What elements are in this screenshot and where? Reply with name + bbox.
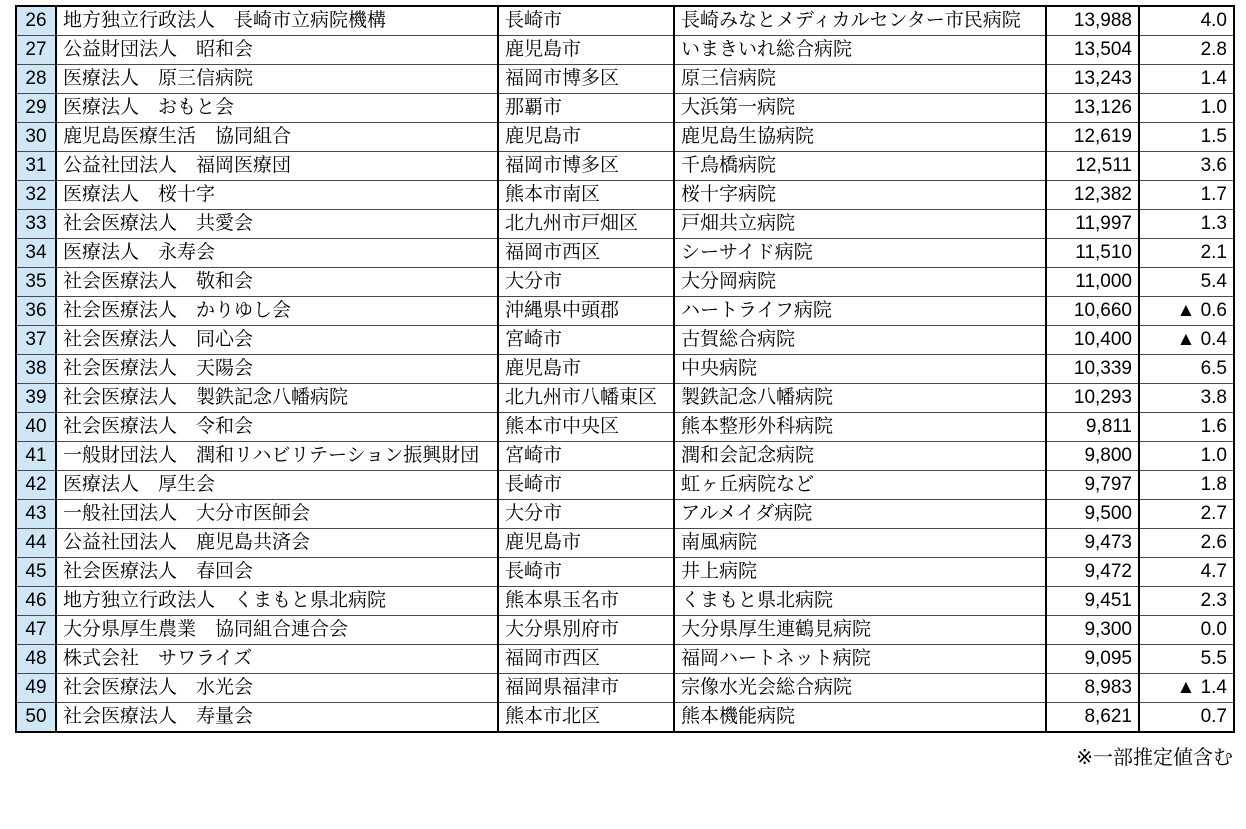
table-row — [16, 616, 1234, 645]
table-body — [16, 6, 1234, 732]
location-cell: 熊本市中央区 — [498, 413, 674, 442]
value-cell: 9,500 — [1046, 500, 1139, 529]
table-row — [16, 210, 1234, 239]
rank-cell: 29 — [16, 94, 56, 123]
table-row — [16, 413, 1234, 442]
rank-cell: 31 — [16, 152, 56, 181]
hospital-cell: 鹿児島生協病院 — [674, 123, 1046, 152]
location-cell: 熊本市南区 — [498, 181, 674, 210]
organization-cell: 地方独立行政法人 くまもと県北病院 — [56, 587, 498, 616]
change-cell: 6.5 — [1139, 355, 1234, 384]
organization-cell: 医療法人 桜十字 — [56, 181, 498, 210]
table-row — [16, 355, 1234, 384]
value-cell: 9,473 — [1046, 529, 1139, 558]
organization-cell: 公益社団法人 鹿児島共済会 — [56, 529, 498, 558]
hospital-cell: 大分県厚生連鶴見病院 — [674, 616, 1046, 645]
value-cell: 9,797 — [1046, 471, 1139, 500]
hospital-cell: くまもと県北病院 — [674, 587, 1046, 616]
hospital-cell: 原三信病院 — [674, 65, 1046, 94]
rank-cell: 37 — [16, 326, 56, 355]
table-row — [16, 674, 1234, 703]
value-cell: 12,511 — [1046, 152, 1139, 181]
hospital-cell: 熊本整形外科病院 — [674, 413, 1046, 442]
hospital-cell: 長崎みなとメディカルセンター市民病院 — [674, 6, 1046, 36]
organization-cell: 医療法人 原三信病院 — [56, 65, 498, 94]
location-cell: 福岡市博多区 — [498, 152, 674, 181]
change-cell: 0.7 — [1139, 703, 1234, 733]
location-cell: 長崎市 — [498, 558, 674, 587]
rank-cell: 33 — [16, 210, 56, 239]
organization-cell: 社会医療法人 寿量会 — [56, 703, 498, 733]
value-cell: 13,126 — [1046, 94, 1139, 123]
hospital-cell: 福岡ハートネット病院 — [674, 645, 1046, 674]
change-cell: ▲ 1.4 — [1139, 674, 1234, 703]
rank-cell: 41 — [16, 442, 56, 471]
table-row — [16, 123, 1234, 152]
change-cell: 5.5 — [1139, 645, 1234, 674]
location-cell: 大分市 — [498, 268, 674, 297]
change-cell: 2.7 — [1139, 500, 1234, 529]
value-cell: 13,988 — [1046, 6, 1139, 36]
organization-cell: 医療法人 おもと会 — [56, 94, 498, 123]
organization-cell: 医療法人 厚生会 — [56, 471, 498, 500]
location-cell: 宮崎市 — [498, 326, 674, 355]
change-cell: 0.0 — [1139, 616, 1234, 645]
hospital-cell: 大浜第一病院 — [674, 94, 1046, 123]
value-cell: 9,095 — [1046, 645, 1139, 674]
change-cell: ▲ 0.4 — [1139, 326, 1234, 355]
hospital-cell: 中央病院 — [674, 355, 1046, 384]
location-cell: 大分市 — [498, 500, 674, 529]
organization-cell: 社会医療法人 かりゆし会 — [56, 297, 498, 326]
rank-cell: 38 — [16, 355, 56, 384]
hospital-ranking-table — [15, 5, 1235, 733]
rank-cell: 26 — [16, 6, 56, 36]
table-row — [16, 587, 1234, 616]
rank-cell: 40 — [16, 413, 56, 442]
location-cell: 鹿児島市 — [498, 355, 674, 384]
table-row — [16, 326, 1234, 355]
rank-cell: 46 — [16, 587, 56, 616]
location-cell: 福岡市西区 — [498, 239, 674, 268]
rank-cell: 50 — [16, 703, 56, 733]
rank-cell: 34 — [16, 239, 56, 268]
hospital-cell: いまきいれ総合病院 — [674, 36, 1046, 65]
change-cell: 1.5 — [1139, 123, 1234, 152]
rank-cell: 49 — [16, 674, 56, 703]
organization-cell: 公益財団法人 昭和会 — [56, 36, 498, 65]
location-cell: 那覇市 — [498, 94, 674, 123]
organization-cell: 医療法人 永寿会 — [56, 239, 498, 268]
change-cell: 2.3 — [1139, 587, 1234, 616]
organization-cell: 社会医療法人 水光会 — [56, 674, 498, 703]
location-cell: 北九州市八幡東区 — [498, 384, 674, 413]
location-cell: 福岡市西区 — [498, 645, 674, 674]
hospital-cell: 千鳥橋病院 — [674, 152, 1046, 181]
table-row — [16, 500, 1234, 529]
table-row — [16, 6, 1234, 36]
value-cell: 8,983 — [1046, 674, 1139, 703]
rank-cell: 28 — [16, 65, 56, 94]
rank-cell: 48 — [16, 645, 56, 674]
hospital-cell: ハートライフ病院 — [674, 297, 1046, 326]
hospital-cell: 潤和会記念病院 — [674, 442, 1046, 471]
location-cell: 熊本県玉名市 — [498, 587, 674, 616]
hospital-cell: シーサイド病院 — [674, 239, 1046, 268]
table-row — [16, 384, 1234, 413]
change-cell: 2.6 — [1139, 529, 1234, 558]
value-cell: 8,621 — [1046, 703, 1139, 733]
value-cell: 9,472 — [1046, 558, 1139, 587]
location-cell: 福岡県福津市 — [498, 674, 674, 703]
hospital-cell: 古賀総合病院 — [674, 326, 1046, 355]
table-row — [16, 239, 1234, 268]
rank-cell: 36 — [16, 297, 56, 326]
table-row — [16, 703, 1234, 733]
organization-cell: 鹿児島医療生活 協同組合 — [56, 123, 498, 152]
table-row — [16, 181, 1234, 210]
table-row — [16, 645, 1234, 674]
organization-cell: 社会医療法人 共愛会 — [56, 210, 498, 239]
change-cell: 1.3 — [1139, 210, 1234, 239]
rank-cell: 43 — [16, 500, 56, 529]
value-cell: 11,997 — [1046, 210, 1139, 239]
change-cell: 5.4 — [1139, 268, 1234, 297]
value-cell: 10,293 — [1046, 384, 1139, 413]
table-row — [16, 529, 1234, 558]
value-cell: 11,000 — [1046, 268, 1139, 297]
change-cell: 3.6 — [1139, 152, 1234, 181]
hospital-cell: 大分岡病院 — [674, 268, 1046, 297]
organization-cell: 社会医療法人 同心会 — [56, 326, 498, 355]
hospital-cell: 戸畑共立病院 — [674, 210, 1046, 239]
rank-cell: 39 — [16, 384, 56, 413]
change-cell: ▲ 0.6 — [1139, 297, 1234, 326]
location-cell: 鹿児島市 — [498, 36, 674, 65]
hospital-cell: 熊本機能病院 — [674, 703, 1046, 733]
location-cell: 福岡市博多区 — [498, 65, 674, 94]
hospital-cell: アルメイダ病院 — [674, 500, 1046, 529]
organization-cell: 社会医療法人 天陽会 — [56, 355, 498, 384]
table-row — [16, 152, 1234, 181]
value-cell: 10,339 — [1046, 355, 1139, 384]
value-cell: 11,510 — [1046, 239, 1139, 268]
table-row — [16, 442, 1234, 471]
hospital-cell: 井上病院 — [674, 558, 1046, 587]
hospital-cell: 虹ヶ丘病院など — [674, 471, 1046, 500]
rank-cell: 30 — [16, 123, 56, 152]
rank-cell: 47 — [16, 616, 56, 645]
organization-cell: 大分県厚生農業 協同組合連合会 — [56, 616, 498, 645]
location-cell: 長崎市 — [498, 471, 674, 500]
table-row — [16, 65, 1234, 94]
organization-cell: 一般財団法人 潤和リハビリテーション振興財団 — [56, 442, 498, 471]
change-cell: 4.7 — [1139, 558, 1234, 587]
rank-cell: 32 — [16, 181, 56, 210]
change-cell: 1.7 — [1139, 181, 1234, 210]
change-cell: 1.0 — [1139, 442, 1234, 471]
value-cell: 9,300 — [1046, 616, 1139, 645]
location-cell: 宮崎市 — [498, 442, 674, 471]
value-cell: 10,660 — [1046, 297, 1139, 326]
location-cell: 長崎市 — [498, 6, 674, 36]
table-row — [16, 471, 1234, 500]
organization-cell: 地方独立行政法人 長崎市立病院機構 — [56, 6, 498, 36]
change-cell: 3.8 — [1139, 384, 1234, 413]
table-row — [16, 297, 1234, 326]
value-cell: 12,619 — [1046, 123, 1139, 152]
change-cell: 2.8 — [1139, 36, 1234, 65]
rank-cell: 27 — [16, 36, 56, 65]
organization-cell: 社会医療法人 敬和会 — [56, 268, 498, 297]
location-cell: 北九州市戸畑区 — [498, 210, 674, 239]
location-cell: 熊本市北区 — [498, 703, 674, 733]
change-cell: 1.0 — [1139, 94, 1234, 123]
organization-cell: 公益社団法人 福岡医療団 — [56, 152, 498, 181]
organization-cell: 社会医療法人 春回会 — [56, 558, 498, 587]
change-cell: 1.6 — [1139, 413, 1234, 442]
rank-cell: 42 — [16, 471, 56, 500]
hospital-cell: 桜十字病院 — [674, 181, 1046, 210]
table-row — [16, 558, 1234, 587]
value-cell: 9,811 — [1046, 413, 1139, 442]
organization-cell: 一般社団法人 大分市医師会 — [56, 500, 498, 529]
value-cell: 13,243 — [1046, 65, 1139, 94]
value-cell: 12,382 — [1046, 181, 1139, 210]
change-cell: 1.4 — [1139, 65, 1234, 94]
location-cell: 大分県別府市 — [498, 616, 674, 645]
organization-cell: 社会医療法人 令和会 — [56, 413, 498, 442]
organization-cell: 株式会社 サワライズ — [56, 645, 498, 674]
rank-cell: 44 — [16, 529, 56, 558]
hospital-cell: 製鉄記念八幡病院 — [674, 384, 1046, 413]
rank-cell: 45 — [16, 558, 56, 587]
location-cell: 鹿児島市 — [498, 529, 674, 558]
table-row — [16, 268, 1234, 297]
change-cell: 4.0 — [1139, 6, 1234, 36]
value-cell: 9,800 — [1046, 442, 1139, 471]
organization-cell: 社会医療法人 製鉄記念八幡病院 — [56, 384, 498, 413]
footnote: ※一部推定値含む — [1076, 747, 1233, 769]
hospital-cell: 南風病院 — [674, 529, 1046, 558]
rank-cell: 35 — [16, 268, 56, 297]
value-cell: 10,400 — [1046, 326, 1139, 355]
location-cell: 鹿児島市 — [498, 123, 674, 152]
table-row — [16, 94, 1234, 123]
change-cell: 2.1 — [1139, 239, 1234, 268]
value-cell: 9,451 — [1046, 587, 1139, 616]
location-cell: 沖縄県中頭郡 — [498, 297, 674, 326]
hospital-cell: 宗像水光会総合病院 — [674, 674, 1046, 703]
change-cell: 1.8 — [1139, 471, 1234, 500]
value-cell: 13,504 — [1046, 36, 1139, 65]
table-row — [16, 36, 1234, 65]
